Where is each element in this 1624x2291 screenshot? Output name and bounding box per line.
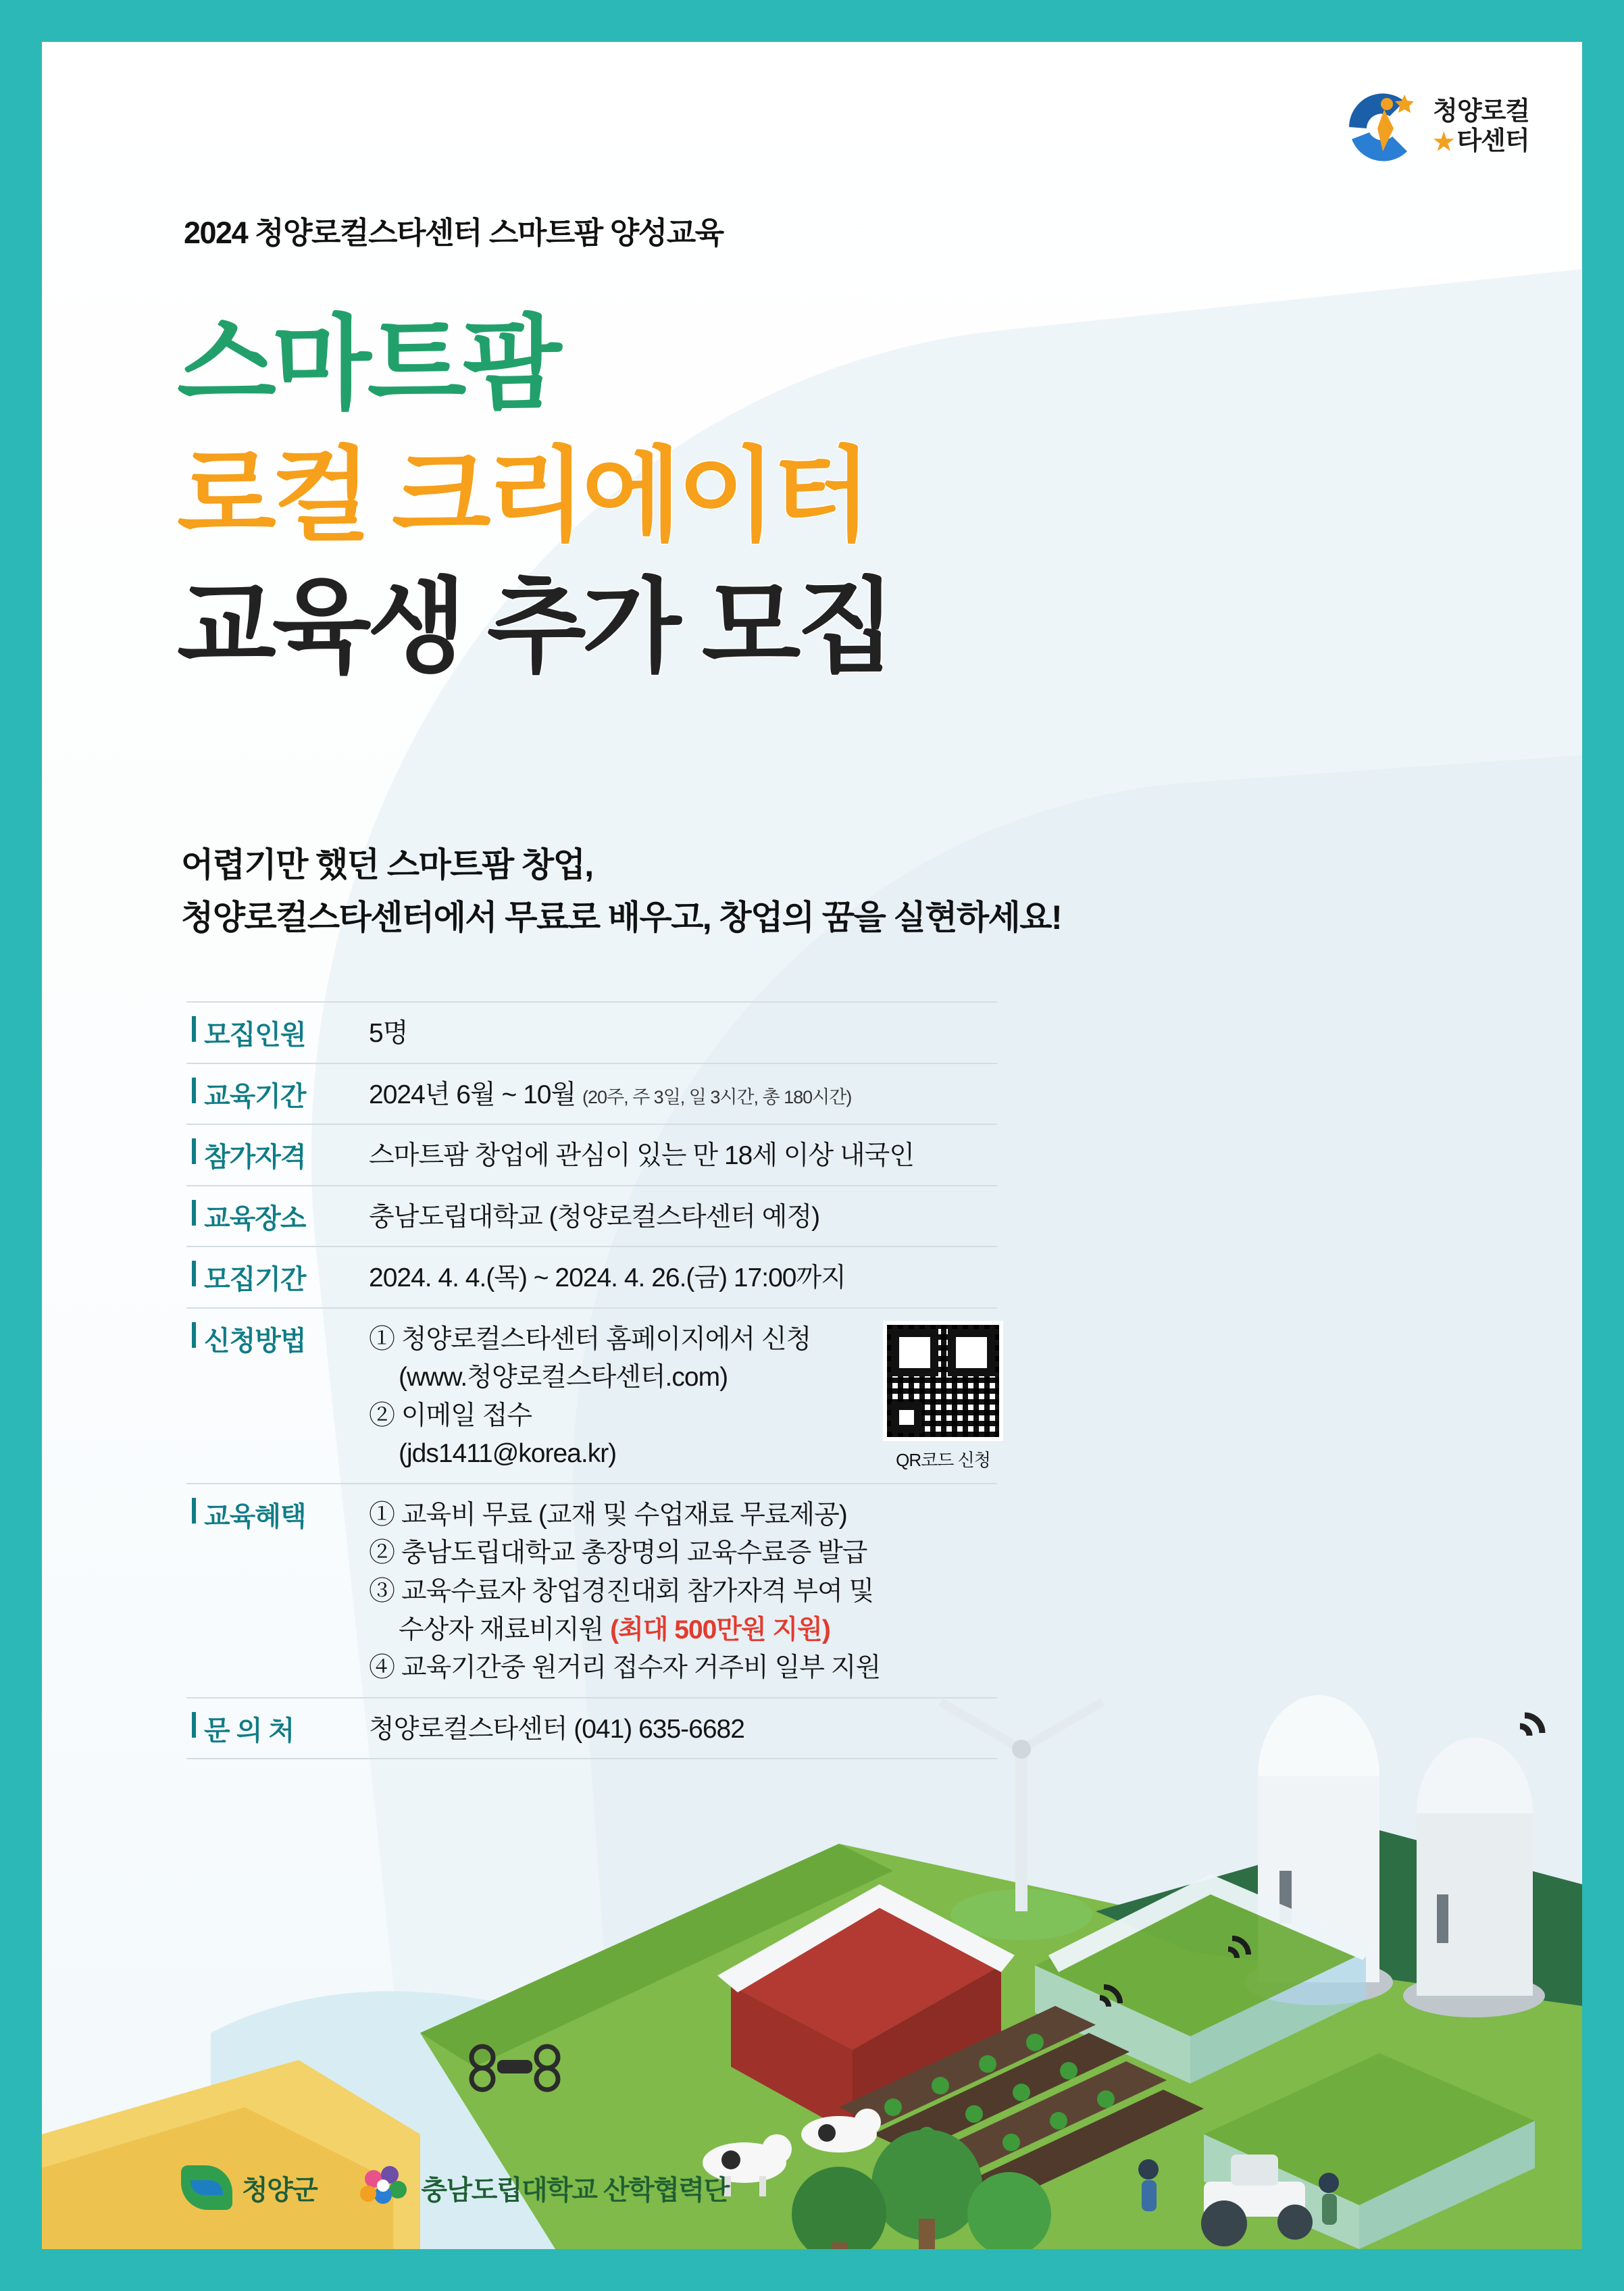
star-icon: ★ <box>1433 128 1454 156</box>
info-value-text: 2024년 6월 ~ 10월 <box>369 1080 576 1109</box>
info-value <box>369 1075 851 1115</box>
info-value: 2024. 4. 4.(목) ~ 2024. 4. 26.(금) 17:00까지 <box>369 1263 846 1293</box>
label-bar-icon <box>192 1138 196 1164</box>
info-label <box>186 1136 369 1174</box>
smart-farm-isometric-illustration <box>42 1236 1582 2249</box>
label-bar-icon <box>192 1200 196 1226</box>
apply-item-2-email[interactable]: (jds1411@korea.kr) <box>399 1439 617 1469</box>
info-value: 5명 <box>369 1019 408 1048</box>
headline-line-3: 교육생 추가 모집 <box>177 570 892 685</box>
chungnam-univ-logo-icon <box>357 2164 411 2211</box>
wind-turbine-blades <box>940 1702 1102 1844</box>
brand-logo-icon <box>1342 86 1423 168</box>
info-label <box>186 1013 369 1052</box>
benefit-item-2: ② 충남도립대학교 총장명의 교육수료증 발급 <box>369 1538 867 1568</box>
footer-logo-cheongyang <box>181 2165 317 2210</box>
info-label-text: 신청방법 <box>204 1326 306 1356</box>
brand-logo-line1: 청양로컬 <box>1433 97 1529 126</box>
benefit-item-3-sub-text: 수상자 재료비지원 <box>399 1615 611 1644</box>
subheadline <box>181 839 1061 944</box>
info-label-text: 문 의 처 <box>204 1715 295 1746</box>
brand-logo <box>1342 86 1529 168</box>
subheadline-line-2: 청양로컬스타센터에서 무료로 배우고, 창업의 꿈을 실현하세요! <box>181 898 1061 936</box>
brand-logo-text <box>1433 97 1529 156</box>
benefit-item-3-highlight: (최대 500만원 지원) <box>610 1615 830 1644</box>
qr-caption: QR코드 신청 <box>896 1449 990 1470</box>
info-label-text: 교육장소 <box>204 1203 306 1234</box>
info-label-text: 모집기간 <box>204 1265 306 1295</box>
footer-logo-univ <box>357 2164 728 2211</box>
info-value: 청양로컬스타센터 (041) 635-6682 <box>369 1714 744 1744</box>
subheadline-line-1: 어렵기만 했던 스마트팜 창업, <box>181 846 593 884</box>
wifi-signal-icon <box>1520 1715 1542 1736</box>
info-row-recruit-count <box>186 1001 997 1063</box>
headline <box>177 299 1461 693</box>
apply-item-2: ② 이메일 접수 <box>369 1401 532 1430</box>
footer-logos <box>181 2164 729 2211</box>
label-bar-icon <box>192 1078 196 1103</box>
info-label-text: 교육기간 <box>204 1081 306 1111</box>
info-label <box>186 1075 369 1113</box>
benefit-item-1: ① 교육비 무료 (교재 및 수업재료 무료제공) <box>369 1500 847 1530</box>
info-row-eligibility <box>186 1124 997 1185</box>
poster-canvas <box>42 42 1582 2249</box>
info-value: 충남도립대학교 (청양로컬스타센터 예정) <box>369 1202 820 1232</box>
headline-line-1: 스마트팜 <box>177 307 558 422</box>
info-label-text: 모집인원 <box>204 1020 306 1050</box>
brand-logo-line2: 타센터 <box>1456 127 1529 155</box>
benefit-item-3: ③ 교육수료자 창업경진대회 참가자격 부여 및 <box>369 1577 874 1607</box>
info-label-text: 참가자격 <box>204 1142 306 1173</box>
label-bar-icon <box>192 1016 196 1042</box>
benefit-item-4: ④ 교육기간중 원거리 접수자 거주비 일부 지원 <box>369 1653 881 1683</box>
info-label <box>186 1197 369 1236</box>
cheongyang-county-logo-icon <box>181 2165 232 2210</box>
kicker-text: 2024 청양로컬스타센터 스마트팜 양성교육 <box>184 216 724 250</box>
footer-logo-label: 충남도립대학교 산학협력단 <box>421 2175 729 2205</box>
info-value-note: (20주, 주 3일, 일 3시간, 총 180시간) <box>582 1086 852 1107</box>
info-value: 스마트팜 창업에 관심이 있는 만 18세 이상 내국인 <box>369 1141 915 1171</box>
info-label-text: 교육혜택 <box>204 1501 306 1532</box>
footer-logo-label: 청양군 <box>242 2175 318 2205</box>
info-row-period <box>186 1063 997 1124</box>
headline-line-2: 로컬 크리에이터 <box>177 438 868 553</box>
apply-item-1-url[interactable]: (www.청양로컬스타센터.com) <box>399 1363 728 1392</box>
apply-item-1: ① 청양로컬스타센터 홈페이지에서 신청 <box>369 1324 811 1354</box>
